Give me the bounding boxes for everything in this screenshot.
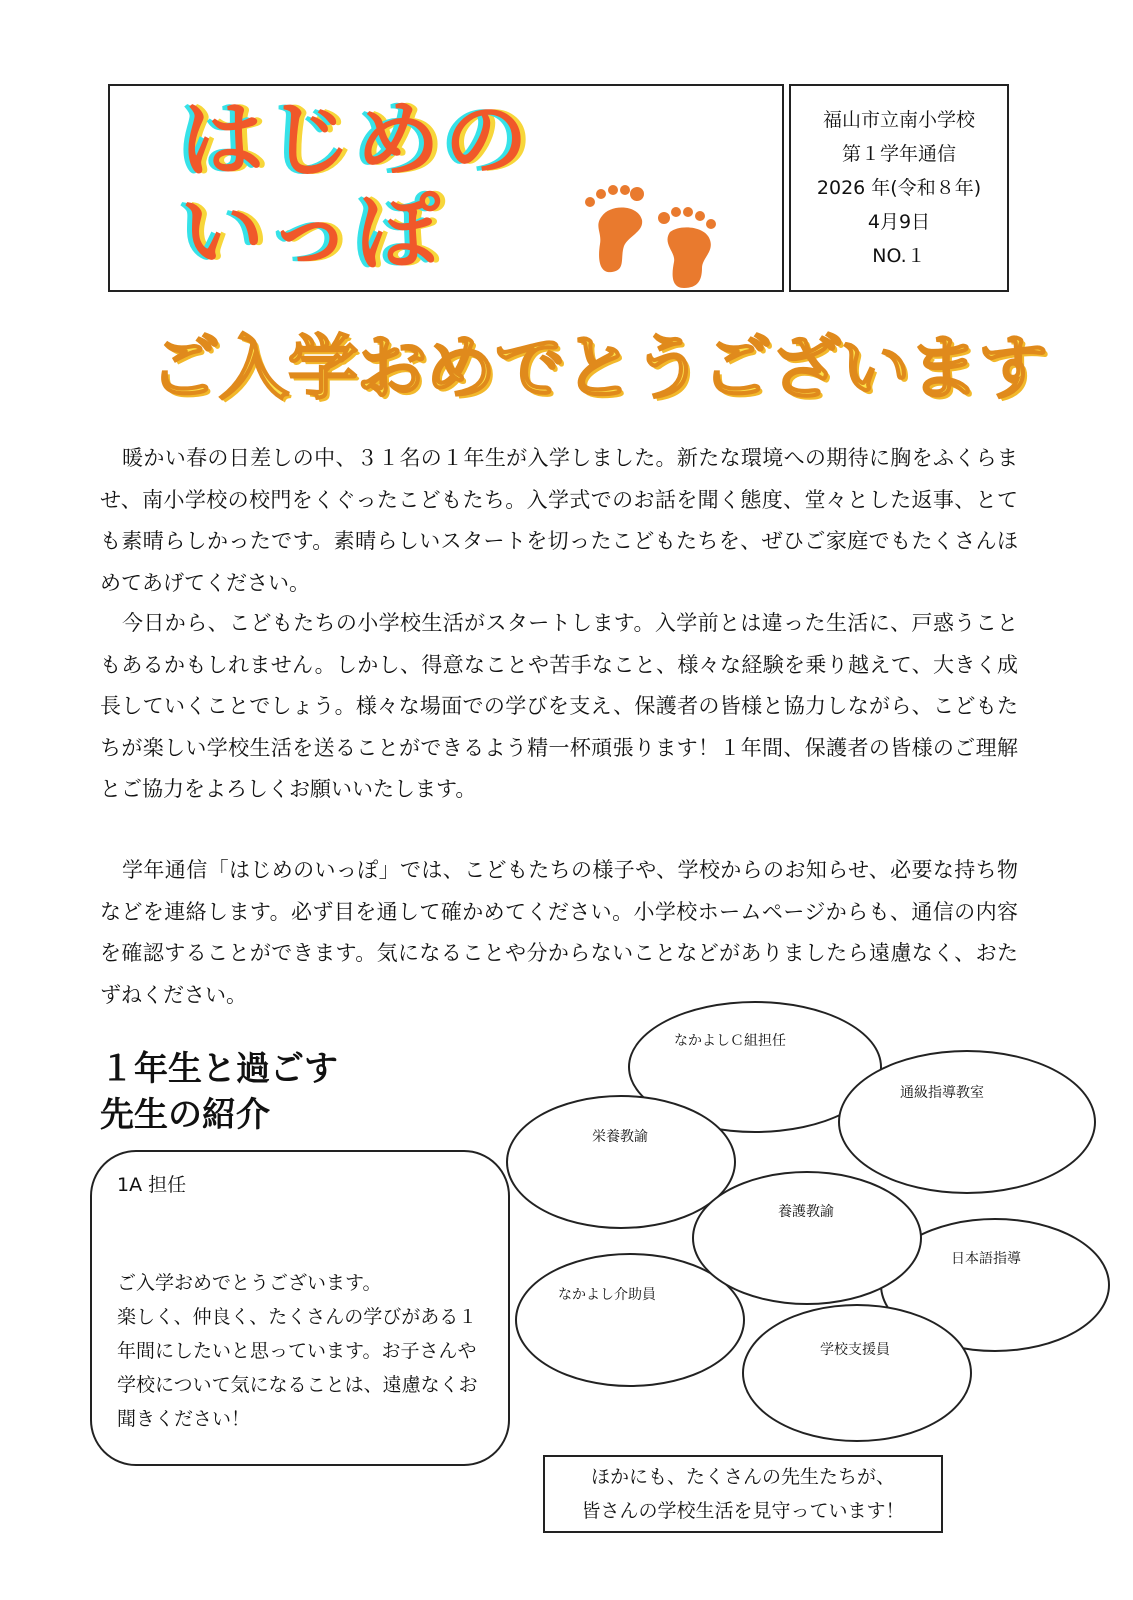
- role-eiyo: 栄養教諭: [592, 1129, 648, 1145]
- oval-eiyo: [506, 1095, 736, 1229]
- intro-paragraph-2: 今日から、こどもたちの小学校生活がスタートします。入学前とは違った生活に、戸惑うこともあるかもしれません。しかし、得意なことや苦手なこと、様々な経験を乗り越えて、大きく成長していくことでしょう。様々な場面での学びを支え、保護者の皆様と協力しながら、こどもたちが楽しい学校生活を送ることができるよう精一杯頑張ります！１年間、保護者の皆様のご理解とご協力をよろしくお願いいたします。: [100, 611, 1018, 801]
- role-tsukyu: 通級指導教室: [900, 1085, 984, 1101]
- newsletter-name: 第１学年通信: [841, 143, 956, 165]
- intro-paragraph-1: 暖かい春の日差しの中、３１名の１年生が入学しました。新たな環境への期待に胸をふくらませ、南小学校の校門をくぐったこどもたち。入学式でのお話を聞く態度、堂々とした返事、とても素晴らしかったです。素晴らしいスタートを切ったこどもたちを、ぜひご家庭でもたくさんほめてあげてください。: [100, 446, 1018, 595]
- oval-tsukyu: [838, 1050, 1096, 1194]
- oval-shienin: [742, 1304, 972, 1442]
- teachers-heading: １年生と過ごす 先生の紹介: [100, 1049, 338, 1135]
- role-yogo: 養護教諭: [778, 1204, 834, 1220]
- footer-line1: ほかにも、たくさんの先生たちが、: [590, 1466, 895, 1488]
- issue-year: 2026 年(令和８年): [816, 177, 982, 199]
- newsletter-paragraph: 学年通信「はじめのいっぽ」では、こどもたちの様子や、学校からのお知らせ、必要な持ち物などを連絡します。必ず目を通して確かめてください。小学校ホームページからも、通信の内容を確認することができます。気になることや分からないことなどがありましたら遠慮なく、おたずねください。: [100, 858, 1018, 1007]
- issue-date: 4月9日: [867, 211, 931, 233]
- teacher-1a-label: 1A 担任: [117, 1174, 187, 1196]
- oval-yogo: [692, 1171, 922, 1305]
- footer-line2: 皆さんの学校生活を見守っています！: [581, 1500, 905, 1522]
- teacher-1a-message: ご入学おめでとうございます。 楽しく、仲良く、たくさんの学びがある１年間にしたいと思っています。お子さんや学校について気になることは、遠慮なくお聞きください！: [117, 1272, 478, 1430]
- welcome-banner: ご入学おめでとうございます: [150, 327, 1047, 409]
- footer-note: [543, 1455, 943, 1533]
- footprints-icon: [580, 180, 730, 290]
- newsletter-title-line1: はじめの: [180, 91, 533, 189]
- role-kaijoin: なかよし介助員: [558, 1287, 656, 1303]
- role-shienin: 学校支援員: [820, 1342, 890, 1358]
- school-name: 福山市立南小学校: [822, 109, 975, 131]
- newsletter-title-line2: いっぽ: [180, 183, 445, 281]
- newsletter-info-box: [789, 84, 1009, 292]
- role-nakayoshi-c: なかよしＣ組担任: [674, 1033, 786, 1049]
- issue-number: NO.１: [872, 245, 926, 267]
- role-nihongo: 日本語指導: [951, 1251, 1021, 1267]
